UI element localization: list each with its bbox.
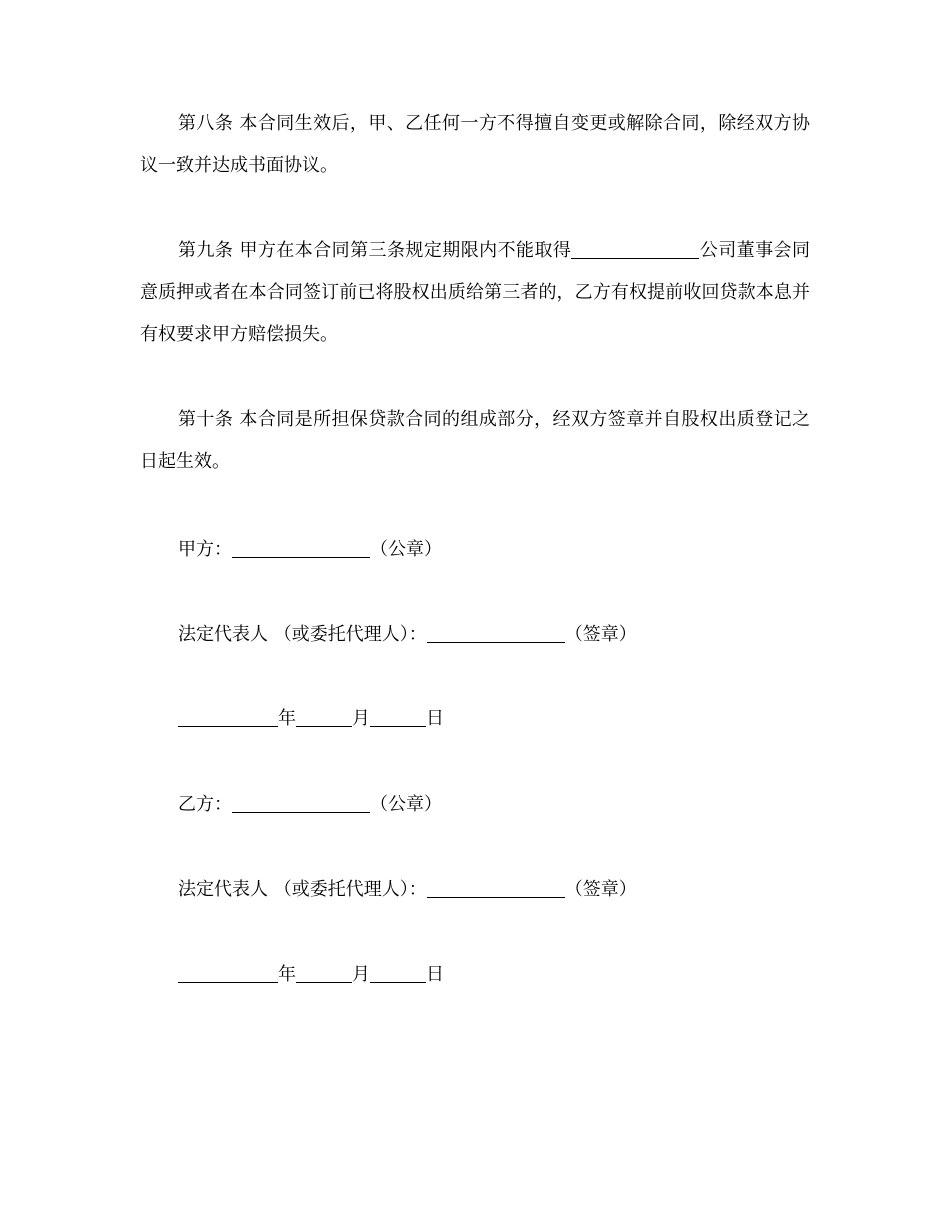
year-label: 年 — [278, 964, 296, 985]
party-a-seal: （公章） — [370, 539, 442, 560]
month-label: 月 — [352, 964, 370, 985]
party-a-month-blank — [296, 706, 352, 727]
article-9-text-start: 第九条 甲方在本合同第三条规定期限内不能取得 — [178, 240, 572, 261]
party-b-line — [178, 790, 442, 820]
party-a-label: 甲方： — [178, 539, 232, 560]
year-label: 年 — [278, 708, 296, 729]
party-b-rep-blank — [427, 877, 565, 898]
article-9-text-end: 公司董事会同意质押或者在本合同签订前已将股权出质给第三者的，乙方有权提前收回贷款本息并有权要求甲方赔偿损失。 — [140, 240, 810, 345]
party-b-seal: （公章） — [370, 794, 442, 815]
party-a-year-blank — [178, 706, 278, 727]
party-b-month-blank — [296, 962, 352, 983]
month-label: 月 — [352, 708, 370, 729]
party-b-day-blank — [370, 962, 426, 983]
party-b-rep-line — [178, 875, 637, 905]
party-a-rep-label: 法定代表人 （或委托代理人）： — [178, 624, 427, 645]
party-a-rep-blank — [427, 622, 565, 643]
party-b-year-blank — [178, 962, 278, 983]
party-a-rep-line — [178, 620, 637, 650]
party-a-rep-seal: （签章） — [564, 624, 637, 645]
party-b-label: 乙方： — [178, 794, 232, 815]
party-b-rep-seal: （签章） — [564, 879, 637, 900]
company-name-blank — [571, 238, 699, 259]
day-label: 日 — [426, 964, 444, 985]
article-8: 第八条 本合同生效后，甲、乙任何一方不得擅自变更或解除合同，除经双方协议一致并达成书面协议。 — [140, 113, 810, 176]
day-label: 日 — [426, 708, 444, 729]
party-a-blank — [232, 537, 370, 558]
party-b-date-line — [178, 960, 444, 990]
party-a-day-blank — [370, 706, 426, 727]
article-9 — [140, 230, 810, 356]
party-b-rep-label: 法定代表人 （或委托代理人）： — [178, 879, 427, 900]
party-a-line — [178, 535, 442, 565]
party-a-date-line — [178, 704, 444, 734]
article-10: 第十条 本合同是所担保贷款合同的组成部分，经双方签章并自股权出质登记之日起生效。 — [140, 409, 810, 472]
party-b-blank — [232, 792, 370, 813]
